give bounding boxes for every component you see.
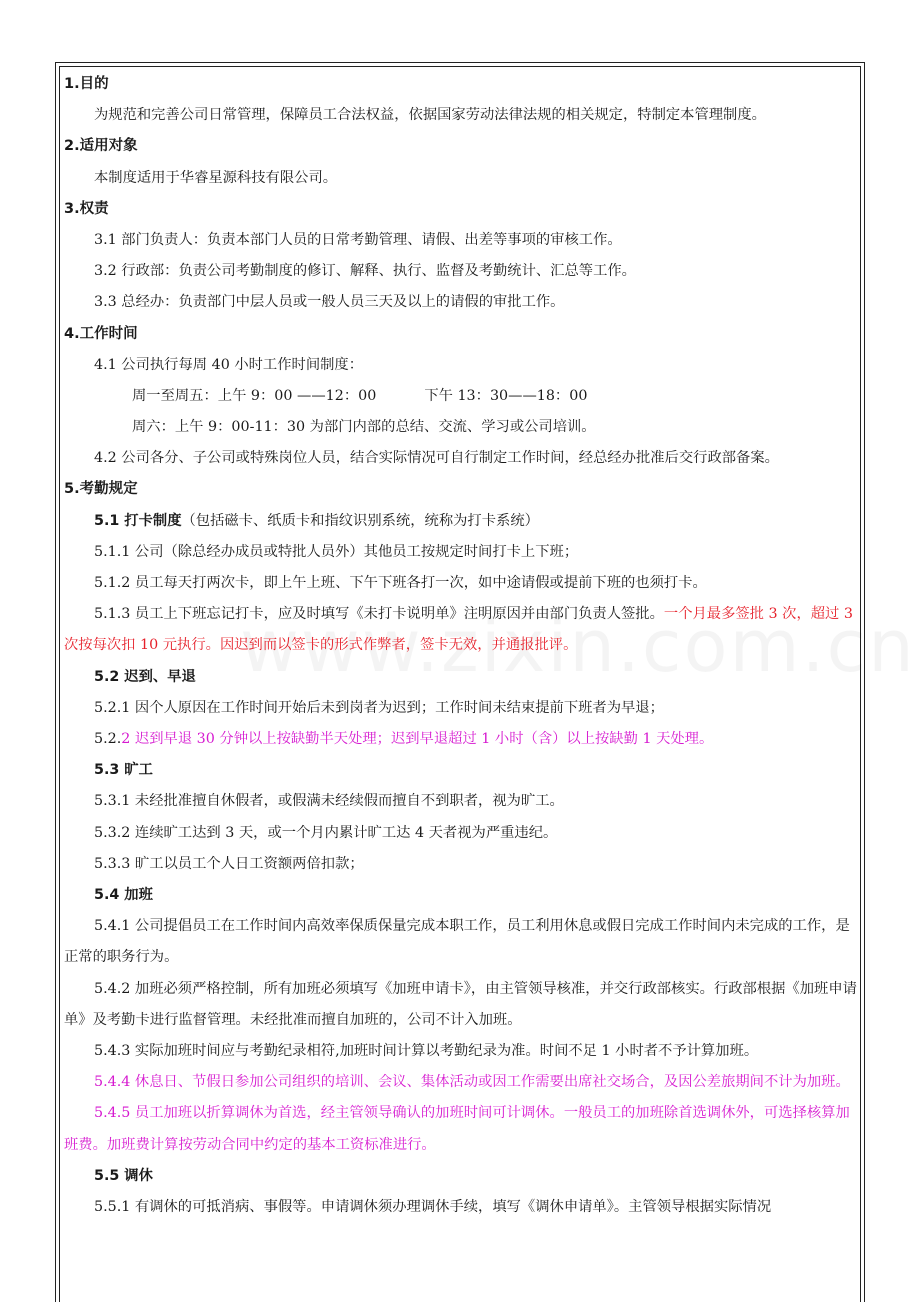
subsection-5-4-title: 5.4 加班	[94, 886, 153, 903]
clause-5-2-2	[64, 724, 858, 755]
clause-5-1-3-text: 5.1.3 员工上下班忘记打卡，应及时填写《未打卡说明单》注明原因并由部门负责人签批。	[94, 606, 664, 623]
clause-5-1-3-highlight: 一个月最多签批 3 次，超过 3 次按每次扣 10 元执行。因迟到而以签卡的形式作弊者，签卡无效，并通报批评。	[64, 606, 853, 654]
document-body	[64, 69, 858, 1223]
clause-5-4-3: 5.4.3 实际加班时间应与考勤纪录相符,加班时间计算以考勤纪录为准。时间不足 1 小时者不予计算加班。	[94, 1042, 759, 1059]
schedule-weekday-afternoon: 下午 13：30——18：00	[424, 387, 588, 404]
clause-5-4-5: 5.4.5 员工加班以折算调休为首选，经主管领导确认的加班时间可计调休。一般员工的加班除首选调休外，可选择核算加班费。加班费计算按劳动合同中约定的基本工资标准进行。	[64, 1105, 850, 1153]
subsection-5-1-title: 5.1 打卡制度	[94, 512, 182, 529]
clause-5-3-1: 5.3.1 未经批准擅自休假者，或假满未经续假而擅自不到职者，视为旷工。	[94, 793, 564, 810]
clause-5-4-1: 5.4.1 公司提倡员工在工作时间内高效率保质保量完成本职工作，员工利用休息或假日完成工作时间内未完成的工作，是正常的职务行为。	[64, 918, 850, 966]
clause-5-1-1: 5.1.1 公司（除总经办成员或特批人员外）其他员工按规定时间打卡上下班；	[94, 543, 579, 560]
schedule-weekday-morning: 周一至周五：上午 9：00 ——12：00	[132, 387, 377, 404]
clause-5-1-2: 5.1.2 员工每天打两次卡，即上午上班、下午下班各打一次，如中途请假或提前下班的也须打卡。	[94, 575, 707, 591]
clause-5-4-4: 5.4.4 休息日、节假日参加公司组织的培训、会议、集体活动或因工作需要出席社交场合，及因公差旅期间不计为加班。	[94, 1074, 850, 1091]
clause-4-1: 4.1 公司执行每周 40 小时工作时间制度：	[94, 356, 364, 373]
section-1-title: 1.目的	[64, 76, 109, 92]
clause-5-3-2: 5.3.2 连续旷工达到 3 天，或一个月内累计旷工达 4 天者视为严重违纪。	[94, 824, 558, 841]
clause-5-5-1: 5.5.1 有调休的可抵消病、事假等。申请调休须办理调休手续，填写《调休申请单》。主管领导根据实际情况	[94, 1198, 772, 1215]
schedule-saturday: 周六：上午 9：00-11：30 为部门内部的总结、交流、学习或公司培训。	[132, 419, 596, 436]
clause-5-2-2-prefix: 5.2.	[94, 730, 122, 747]
clause-5-2-2-highlight: 2 迟到早退 30 分钟以上按缺勤半天处理；迟到早退超过 1 小时（含）以上按缺勤 1 天处理。	[121, 730, 714, 747]
subsection-5-1-heading	[64, 506, 858, 537]
document-frame	[55, 62, 865, 1302]
subsection-5-1-note: （包括磁卡、纸质卡和指纹识别系统，统称为打卡系统）	[181, 512, 539, 529]
section-5-title: 5.考勤规定	[64, 481, 138, 498]
section-4-title: 4.工作时间	[64, 325, 138, 342]
clause-5-3-3: 5.3.3 旷工以员工个人日工资额两倍扣款；	[94, 855, 364, 872]
section-1-text: 为规范和完善公司日常管理，保障员工合法权益，依据国家劳动法律法规的相关规定，特制定本管理制度。	[94, 107, 766, 124]
section-2-text: 本制度适用于华睿星源科技有限公司。	[94, 169, 338, 186]
clause-5-2-1: 5.2.1 因个人原因在工作时间开始后未到岗者为迟到；工作时间未结束提前下班者为早退；	[94, 699, 664, 716]
section-2-title: 2.适用对象	[64, 138, 138, 155]
clause-3-2: 3.2 行政部：负责公司考勤制度的修订、解释、执行、监督及考勤统计、汇总等工作。	[94, 263, 636, 280]
clause-3-1: 3.1 部门负责人：负责本部门人员的日常考勤管理、请假、出差等事项的审核工作。	[94, 231, 622, 248]
clause-5-4-2: 5.4.2 加班必须严格控制，所有加班必须填写《加班申请卡》，由主管领导核准，并交行政部核实。行政部根据《加班申请单》及考勤卡进行监督管理。未经批准而擅自加班的，公司不计入加班。	[64, 980, 857, 1028]
clause-4-2: 4.2 公司各分、子公司或特殊岗位人员，结合实际情况可自行制定工作时间，经总经办批准后交行政部备案。	[94, 450, 779, 467]
subsection-5-2-title: 5.2 迟到、早退	[94, 668, 196, 685]
subsection-5-3-title: 5.3 旷工	[94, 762, 153, 779]
clause-3-3: 3.3 总经办：负责部门中层人员或一般人员三天及以上的请假的审批工作。	[94, 294, 565, 311]
clause-5-1-3	[64, 599, 858, 661]
subsection-5-5-title: 5.5 调休	[94, 1167, 153, 1184]
section-3-title: 3.权责	[64, 200, 109, 217]
schedule-weekday	[64, 381, 858, 412]
